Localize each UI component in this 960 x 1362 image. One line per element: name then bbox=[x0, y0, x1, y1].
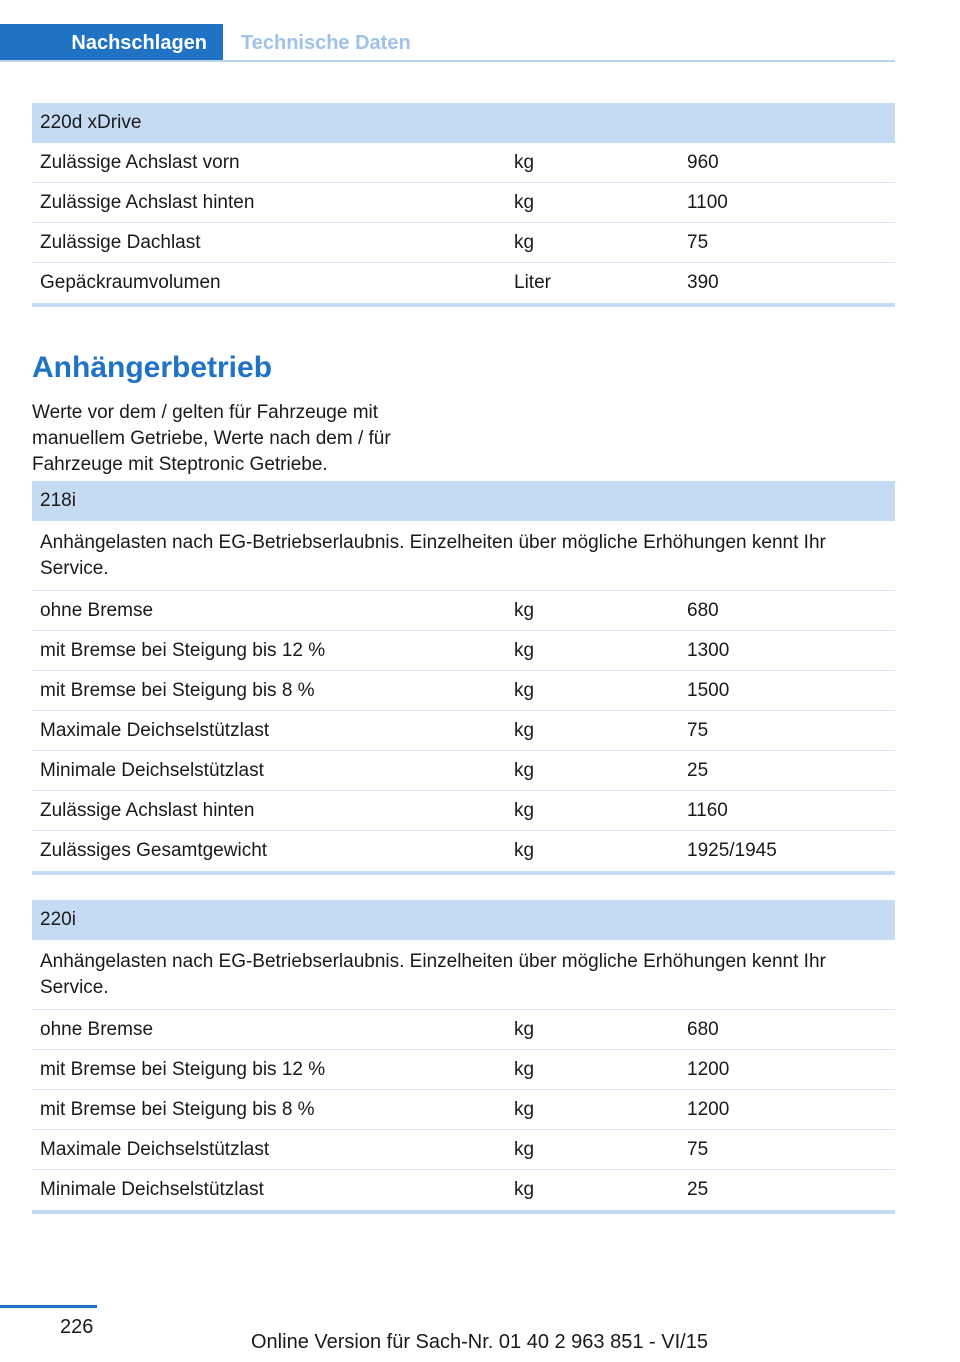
table-row bbox=[32, 143, 895, 183]
row-value: 25 bbox=[687, 1179, 709, 1200]
row-unit: kg bbox=[514, 679, 535, 701]
row-value: 680 bbox=[687, 599, 719, 621]
row-unit: Liter bbox=[514, 272, 551, 293]
row-unit: kg bbox=[514, 639, 535, 661]
row-unit: kg bbox=[514, 799, 535, 821]
table-row bbox=[32, 711, 895, 751]
footer-rule bbox=[0, 1305, 97, 1308]
row-label: Zulässige Achslast hinten bbox=[40, 799, 255, 821]
row-value: 1200 bbox=[687, 1058, 730, 1080]
row-value: 75 bbox=[687, 231, 709, 253]
table-note: Anhängelasten nach EG-Betriebserlaubnis. Einzelheiten über mögliche Erhöhungen kennt Ihr Service. bbox=[32, 521, 895, 591]
row-unit: kg bbox=[514, 1138, 535, 1160]
table-row bbox=[32, 1090, 895, 1130]
table-row bbox=[32, 831, 895, 871]
tab-nachschlagen[interactable]: Nachschlagen bbox=[0, 24, 223, 62]
table-row bbox=[32, 1130, 895, 1170]
row-value: 1200 bbox=[687, 1098, 730, 1120]
row-label: Gepäckraumvolumen bbox=[40, 272, 221, 293]
row-value: 1160 bbox=[687, 799, 728, 821]
table-title: 220d xDrive bbox=[32, 103, 895, 143]
header-divider bbox=[0, 60, 895, 62]
table-220i bbox=[32, 900, 895, 1214]
table-row bbox=[32, 223, 895, 263]
row-unit: kg bbox=[514, 1098, 535, 1120]
row-label: mit Bremse bei Steigung bis 12 % bbox=[40, 639, 326, 661]
table-row bbox=[32, 1050, 895, 1090]
row-unit: kg bbox=[514, 151, 535, 173]
row-label: Zulässiges Gesamtgewicht bbox=[40, 840, 268, 861]
row-value: 1500 bbox=[687, 679, 730, 701]
row-label: mit Bremse bei Steigung bis 12 % bbox=[40, 1058, 326, 1080]
row-label: Zulässige Achslast hinten bbox=[40, 191, 255, 213]
row-value: 1100 bbox=[687, 191, 728, 213]
row-label: Minimale Deichselstützlast bbox=[40, 759, 264, 781]
table-row bbox=[32, 791, 895, 831]
table-end-rule bbox=[32, 871, 895, 875]
table-row bbox=[32, 1170, 895, 1210]
row-label: Minimale Deichselstützlast bbox=[40, 1179, 264, 1200]
footer-version-text: Online Version für Sach-Nr. 01 40 2 963 851 - VI/15 bbox=[251, 1331, 708, 1353]
row-unit: kg bbox=[514, 599, 535, 621]
table-row bbox=[32, 671, 895, 711]
row-label: Maximale Deichselstützlast bbox=[40, 719, 270, 741]
row-value: 1300 bbox=[687, 639, 730, 661]
table-row bbox=[32, 631, 895, 671]
table-title: 220i bbox=[32, 900, 895, 940]
tab-technische-daten[interactable]: Technische Daten bbox=[241, 31, 411, 54]
table-title: 218i bbox=[32, 481, 895, 521]
row-unit: kg bbox=[514, 1179, 535, 1200]
table-note: Anhängelasten nach EG-Betriebserlaubnis. Einzelheiten über mögliche Erhöhungen kennt Ihr Service. bbox=[32, 940, 895, 1010]
table-row bbox=[32, 751, 895, 791]
row-label: ohne Bremse bbox=[40, 599, 154, 621]
row-label: Zulässige Dachlast bbox=[40, 231, 201, 253]
row-value: 25 bbox=[687, 759, 709, 781]
row-value: 680 bbox=[687, 1018, 719, 1040]
row-unit: kg bbox=[514, 1018, 535, 1040]
row-unit: kg bbox=[514, 840, 535, 861]
page-header bbox=[0, 0, 895, 62]
row-value: 75 bbox=[687, 1138, 709, 1160]
table-row bbox=[32, 1010, 895, 1050]
row-unit: kg bbox=[514, 719, 535, 741]
table-row bbox=[32, 183, 895, 223]
row-label: mit Bremse bei Steigung bis 8 % bbox=[40, 1098, 315, 1120]
section-title: Anhängerbetrieb bbox=[32, 351, 273, 384]
table-220d-xdrive bbox=[32, 103, 895, 307]
row-unit: kg bbox=[514, 191, 535, 213]
table-218i bbox=[32, 481, 895, 875]
table-end-rule bbox=[32, 1210, 895, 1214]
section-text: Werte vor dem / gelten für Fahrzeuge mit manuellem Getriebe, Werte nach dem / für Fahrzeuge mit Steptronic Getriebe. bbox=[32, 402, 391, 475]
table-row bbox=[32, 591, 895, 631]
row-value: 75 bbox=[687, 719, 709, 741]
row-value: 390 bbox=[687, 272, 719, 293]
row-label: mit Bremse bei Steigung bis 8 % bbox=[40, 679, 315, 701]
table-end-rule bbox=[32, 303, 895, 307]
row-label: ohne Bremse bbox=[40, 1018, 154, 1040]
row-label: Maximale Deichselstützlast bbox=[40, 1138, 270, 1160]
row-value: 960 bbox=[687, 151, 719, 173]
row-unit: kg bbox=[514, 1058, 535, 1080]
row-unit: kg bbox=[514, 759, 535, 781]
table-row bbox=[32, 263, 895, 303]
page-number: 226 bbox=[60, 1316, 94, 1338]
row-unit: kg bbox=[514, 231, 535, 253]
row-value: 1925/1945 bbox=[687, 840, 777, 861]
row-label: Zulässige Achslast vorn bbox=[40, 151, 240, 173]
